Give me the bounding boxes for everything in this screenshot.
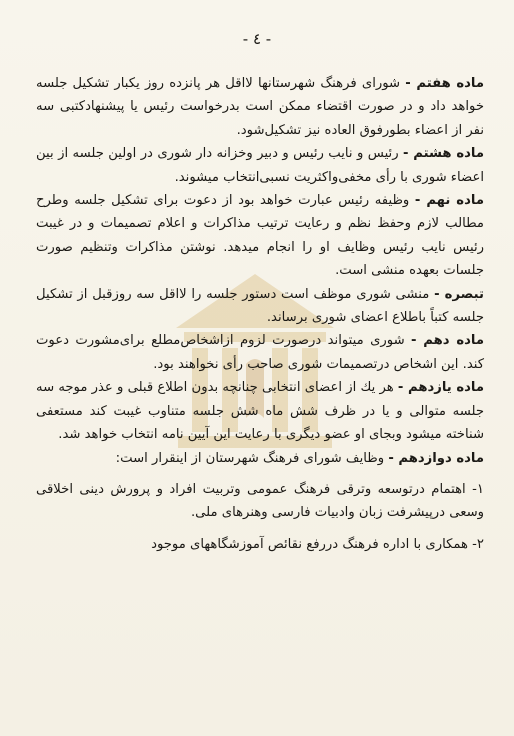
article-text: شوری میتواند درصورت لزوم ازاشخاص‌مطلع برای‌مشورت دعوت کند. این اشخاص درتصمیمات شوری صاحب رأی نخواهند بود.	[36, 333, 484, 372]
list-item: ۱- اهتمام درتوسعه وترقی فرهنگ عمومی وتربیت افراد و پرورش دینی اخلاقی وسعی درپیشرفت زبان وادبیات فارسی وهنرهای ملی.	[36, 481, 484, 521]
article-7	[36, 72, 484, 142]
article-12	[36, 447, 484, 470]
article-text: رئیس و نایب رئیس و دبیر وخزانه دار شوری در اولین جلسه از بین اعضاء شوری با رأی مخفی‌واکثریت نسبی‌انتخاب میشوند.	[36, 146, 484, 185]
article-heading: ماده یازدهم -	[397, 380, 485, 396]
article-heading: ماده نهم -	[414, 193, 484, 209]
note-text: منشی شوری موظف است دستور جلسه را لااقل سه روزقبل از تشکیل جلسه کتباً باطلاع اعضای شوری برساند.	[36, 286, 484, 326]
article-text: وظایف شورای فرهنگ شهرستان از اینقرار است:	[115, 450, 385, 466]
article-heading: ماده هشتم -	[402, 146, 484, 162]
article-text: شورای فرهنگ شهرستانها لااقل هر پانزده روز یکبار تشکیل جلسه خواهد داد و در صورت اقتضاء ممکن است بدرخواست رئیس یا پیشنهادکتبی سه نفر از اعضاء بطورفوق العاده نیز تشکیل‌شود.	[36, 76, 484, 138]
article-heading: ماده دوازدهم -	[388, 450, 484, 466]
list-item: ۲- همکاری با اداره فرهنگ دررفع نقائص آموزشگاههای موجود	[151, 536, 484, 552]
note-heading: تبصره -	[434, 286, 484, 302]
page-number: - ٤ -	[242, 30, 272, 48]
article-text: هر یك از اعضای انتخابی چنانچه بدون اطلاع قبلی و عذر موجه سه جلسه متوالی و یا در ظرف شش ماه شش جلسه متناوب غیبت کند مستعفی شناخته میشود وبجای او عضو دیگری با رعایت این آیین نامه انتخاب خواهد شد.	[36, 380, 484, 443]
note	[36, 283, 484, 330]
article-10	[36, 329, 484, 376]
article-heading: ماده دهم -	[411, 333, 484, 349]
article-11	[36, 376, 484, 446]
article-9	[36, 189, 484, 283]
body-text	[36, 72, 484, 556]
article-text: وظیفه رئیس عبارت خواهد بود از دعوت برای تشکیل جلسه وطرح مطالب لازم وحفظ نظم و رعایت ترتیب مذاکرات و اعلام تصمیمات و در غیبت رئیس نایب رئیس وظایف او را انجام میدهد. نوشتن مذاکرات وتنظیم صورت جلسات بعهده منشی است.	[36, 193, 484, 279]
article-8	[36, 142, 484, 189]
article-heading: ماده هفتم -	[405, 76, 484, 91]
